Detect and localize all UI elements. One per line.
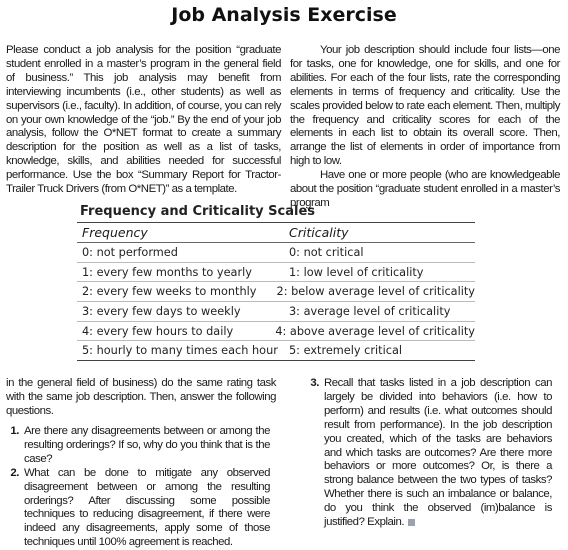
end-of-section-icon: [408, 519, 415, 526]
frequency-cell: 5: hourly to many times each hour: [82, 344, 278, 358]
table-row: [77, 341, 475, 360]
table-row: [77, 302, 475, 322]
scales-table-title: Frequency and Criticality Scales: [80, 204, 316, 219]
table-row: [77, 263, 475, 283]
frequency-cell: 1: every few months to yearly: [82, 265, 252, 279]
criticality-header: Criticality: [289, 225, 349, 240]
question-number: 3.: [310, 377, 319, 389]
table-row: [77, 322, 475, 342]
criticality-cell: 5: extremely critical: [289, 344, 403, 358]
question-number: 1.: [10, 425, 19, 437]
scales-table-header: [77, 223, 475, 243]
question-text: Are there any disagreements between or among the resulting orderings? If so, why do you think that is the case?: [24, 425, 270, 465]
question-item: [6, 425, 276, 467]
question-list-left: [6, 425, 276, 550]
intro-paragraph-right-1: Your job description should include four lists—one for tasks, one for knowledge, one for skills, and one for abilities. For each of the four lists, rate the corresponding elements in terms of frequency and criticality. Use the scales provided below to rate each element. Then, multiply the frequency and criticality scores for each of the elements in each list to obtain its overall score. Then, arrange the list of elements in order of importance from high to low.: [290, 44, 561, 168]
table-row: [77, 282, 475, 302]
table-row: [77, 243, 475, 263]
frequency-cell: 2: every few weeks to monthly: [82, 285, 257, 299]
question-item: [6, 467, 276, 550]
criticality-cell: 3: average level of criticality: [289, 304, 451, 318]
question-text: Recall that tasks listed in a job description can largely be divided into behaviors (i.e. how to perform) and results (i.e. what outcomes should result from performance). In the job description you created, which of the tasks are behaviors and which tasks are outcomes? Are there more behaviors or more outcomes? Or, is there a strong balance between the two types of tasks? Whether there is such an imbalance or balance, do you think the observed (im)balance is justified? Explain.: [324, 377, 552, 529]
frequency-cell: 3: every few days to weekly: [82, 304, 241, 318]
frequency-cell: 4: every few hours to daily: [82, 324, 234, 338]
page-title: Job Analysis Exercise: [171, 4, 397, 26]
scales-table: [77, 222, 475, 361]
criticality-cell: 1: low level of criticality: [289, 265, 424, 279]
intro-paragraph-right-2: Have one or more people (who are knowledgeable about the position “graduate student enrolled in a master’s program: [290, 169, 560, 209]
criticality-cell: 0: not critical: [289, 245, 364, 259]
bottom-left-paragraph: in the general field of business) do the same rating task with the same job description. Then, answer the following questions.: [6, 377, 276, 417]
question-text: What can be done to mitigate any observed disagreement between or among the resulting orderings? After discussing some possible techniques to reducing disagreement, if there were indeed any disagreements, apply some of those techniques until 100% agreement is reached.: [24, 466, 270, 549]
intro-paragraph-left: Please conduct a job analysis for the position “graduate student enrolled in a master’s program in the general field of business.” This job analysis may benefit from interviewing incumbents (i.e., other students) as well as supervisors (i.e., faculty). In addition, of course, you can rely on your own knowledge of the “job.” By the end of your job analysis, follow the O*NET format to create a summary description for the position as well as a list of tasks, knowledge, skills, and abilities needed for successful performance. Use the box “Summary Report for Tractor-Trailer Truck Drivers (from O*NET)” as a template.: [6, 44, 281, 196]
criticality-cell: 2: below average level of criticality: [276, 285, 475, 299]
frequency-cell: 0: not performed: [82, 245, 178, 259]
intro-column-right: [290, 44, 560, 211]
question-number: 2.: [10, 466, 19, 479]
question-list-right: [306, 377, 558, 530]
criticality-cell: 4: above average level of criticality: [275, 324, 475, 338]
frequency-header: Frequency: [82, 225, 148, 240]
question-item: [306, 377, 558, 530]
